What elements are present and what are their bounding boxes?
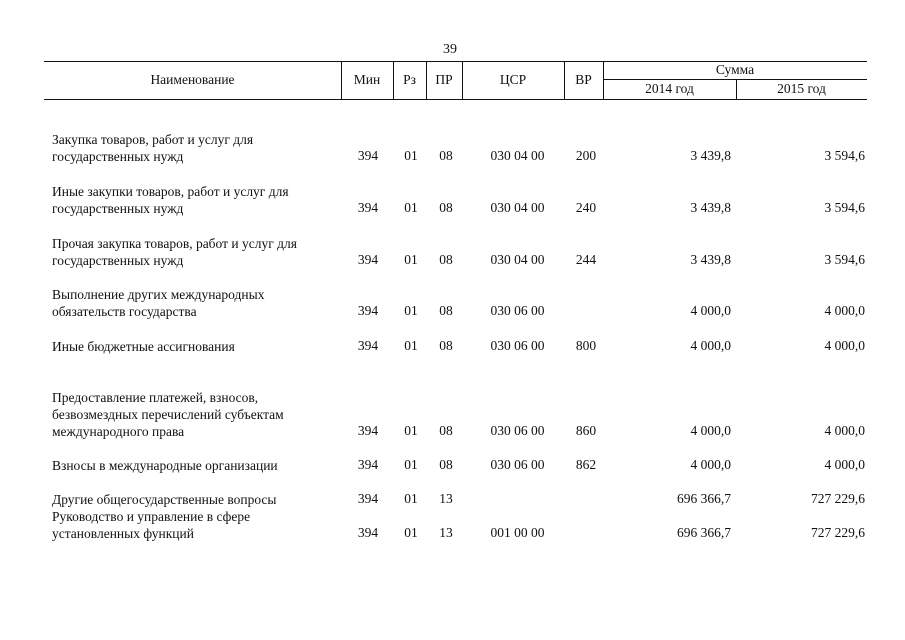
cell-min: 394 (357, 457, 379, 472)
cell-y2014: 3 439,8 (690, 148, 731, 163)
cell-y2015: 4 000,0 (824, 457, 865, 472)
row-name-line: международного права (52, 424, 185, 439)
row-name (52, 235, 322, 269)
row-name-line: Иные закупки товаров, работ и услуг для (52, 184, 289, 199)
cell-pr: 08 (439, 303, 453, 318)
header-sum: Сумма (715, 62, 755, 77)
cell-csr: 030 04 00 (490, 148, 545, 163)
cell-min: 394 (357, 252, 379, 267)
cell-csr: 030 06 00 (490, 423, 545, 438)
cell-rz: 01 (404, 252, 418, 267)
cell-pr: 13 (439, 491, 453, 506)
cell-y2014: 3 439,8 (690, 200, 731, 215)
cell-min: 394 (357, 525, 379, 540)
row-name (52, 286, 322, 320)
cell-csr: 030 06 00 (490, 338, 545, 353)
cell-y2014: 4 000,0 (690, 457, 731, 472)
cell-csr: 030 06 00 (490, 303, 545, 318)
cell-pr: 08 (439, 457, 453, 472)
header-min: Мин (353, 72, 381, 87)
cell-min: 394 (357, 303, 379, 318)
cell-vr: 244 (575, 252, 597, 267)
cell-rz: 01 (404, 457, 418, 472)
cell-min: 394 (357, 491, 379, 506)
cell-rz: 01 (404, 303, 418, 318)
cell-y2014: 4 000,0 (690, 423, 731, 438)
cell-csr: 001 00 00 (490, 525, 545, 540)
cell-rz: 01 (404, 525, 418, 540)
cell-csr: 030 04 00 (490, 200, 545, 215)
row-name-line: Предоставление платежей, взносов, (52, 390, 259, 405)
cell-min: 394 (357, 338, 379, 353)
cell-min: 394 (357, 200, 379, 215)
row-name-line: безвозмездных перечислений субъектам (52, 407, 284, 422)
cell-pr: 08 (439, 148, 453, 163)
cell-y2015: 4 000,0 (824, 303, 865, 318)
cell-pr: 08 (439, 338, 453, 353)
cell-pr: 13 (439, 525, 453, 540)
cell-min: 394 (357, 148, 379, 163)
row-name-line: государственных нужд (52, 253, 184, 268)
cell-y2014: 4 000,0 (690, 303, 731, 318)
cell-vr: 200 (575, 148, 597, 163)
cell-y2015: 3 594,6 (824, 252, 865, 267)
cell-rz: 01 (404, 148, 418, 163)
cell-y2015: 3 594,6 (824, 200, 865, 215)
row-name (52, 389, 322, 440)
cell-rz: 01 (404, 338, 418, 353)
cell-rz: 01 (404, 200, 418, 215)
row-name-line: государственных нужд (52, 201, 184, 216)
cell-y2014: 4 000,0 (690, 338, 731, 353)
header-year-2014: 2014 год (645, 81, 694, 96)
row-name (52, 457, 322, 474)
cell-y2015: 4 000,0 (824, 338, 865, 353)
row-name-line: установленных функций (52, 526, 194, 541)
cell-y2015: 3 594,6 (824, 148, 865, 163)
cell-rz: 01 (404, 491, 418, 506)
page-number: 39 (443, 42, 457, 57)
header-year-2015: 2015 год (777, 81, 826, 96)
cell-y2014: 696 366,7 (677, 525, 731, 540)
row-name-line: Закупка товаров, работ и услуг для (52, 132, 254, 147)
header-csr: ЦСР (499, 72, 527, 87)
cell-csr: 030 04 00 (490, 252, 545, 267)
row-name-line: Иные бюджетные ассигнования (52, 339, 235, 354)
cell-csr: 030 06 00 (490, 457, 545, 472)
cell-y2015: 4 000,0 (824, 423, 865, 438)
row-name-line: Взносы в международные организации (52, 458, 278, 473)
cell-vr: 860 (575, 423, 597, 438)
cell-vr: 240 (575, 200, 597, 215)
cell-y2015: 727 229,6 (811, 491, 865, 506)
row-name (52, 183, 322, 217)
row-name (52, 131, 322, 165)
cell-y2014: 3 439,8 (690, 252, 731, 267)
cell-min: 394 (357, 423, 379, 438)
cell-y2014: 696 366,7 (677, 491, 731, 506)
cell-pr: 08 (439, 252, 453, 267)
cell-vr: 800 (575, 338, 597, 353)
row-name-line: Выполнение других международных (52, 287, 265, 302)
cell-pr: 08 (439, 200, 453, 215)
header-pr: ПР (435, 72, 453, 87)
cell-pr: 08 (439, 423, 453, 438)
cell-vr: 862 (575, 457, 597, 472)
row-name-line: Другие общегосударственные вопросы (52, 492, 277, 507)
table-header (44, 61, 867, 100)
row-name (52, 338, 322, 355)
header-name: Наименование (150, 72, 235, 87)
row-name-line: Прочая закупка товаров, работ и услуг для (52, 236, 297, 251)
header-vr: ВР (575, 72, 592, 87)
cell-y2015: 727 229,6 (811, 525, 865, 540)
row-name (52, 508, 322, 542)
row-name-line: Руководство и управление в сфере (52, 509, 251, 524)
sum-divider (603, 79, 867, 80)
header-rz: Рз (403, 72, 416, 87)
cell-rz: 01 (404, 423, 418, 438)
row-name-line: обязательств государства (52, 304, 197, 319)
row-name-line: государственных нужд (52, 149, 184, 164)
row-name (52, 491, 322, 508)
